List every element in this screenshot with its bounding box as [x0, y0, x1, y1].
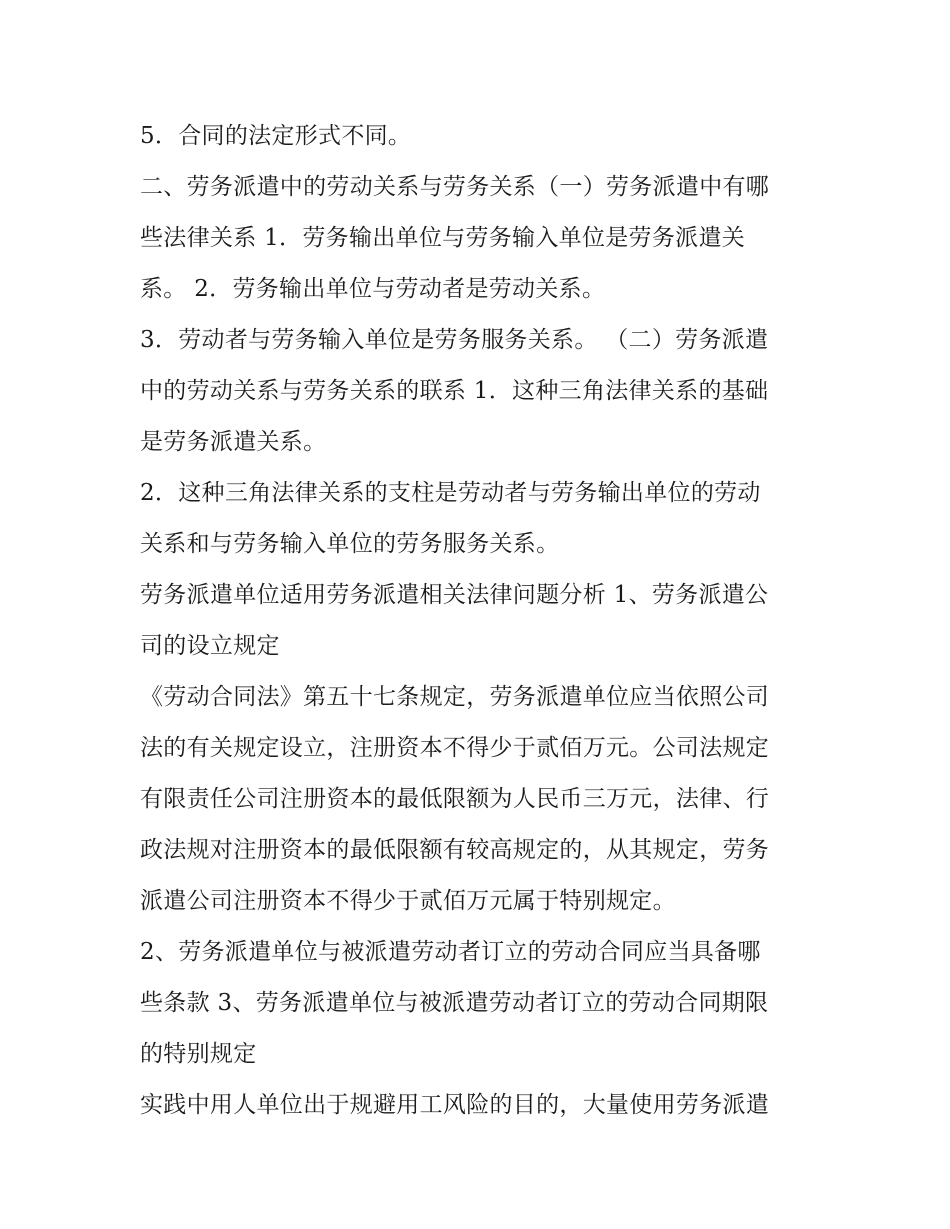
text-line: 《劳动合同法》第五十七条规定，劳务派遣单位应当依照公司: [140, 684, 770, 710]
paragraph-8: [140, 1080, 830, 1131]
text-line: 二、劳务派遣中的劳动关系与劳务关系（一）劳务派遣中有哪: [140, 174, 770, 200]
paragraph-1: [140, 111, 830, 162]
text-line: 有限责任公司注册资本的最低限额为人民币三万元，法律、行: [140, 786, 770, 812]
text-line: 2．这种三角法律关系的支柱是劳动者与劳务输出单位的劳动: [140, 480, 761, 506]
text-line: 法的有关规定设立，注册资本不得少于贰佰万元。公司法规定: [140, 735, 770, 761]
text-line: 关系和与劳务输入单位的劳务服务关系。: [140, 531, 560, 557]
text-line: 是劳务派遣关系。: [140, 429, 327, 455]
paragraph-5: [140, 570, 830, 672]
text-line: 政法规对注册资本的最低限额有较高规定的，从其规定，劳务: [140, 837, 770, 863]
text-line: 2、劳务派遣单位与被派遣劳动者订立的劳动合同应当具备哪: [140, 939, 761, 965]
paragraph-6: [140, 672, 830, 927]
text-line: 的特别规定: [140, 1041, 257, 1067]
text-line: 派遣公司注册资本不得少于贰佰万元属于特别规定。: [140, 888, 676, 914]
paragraph-2: [140, 162, 830, 315]
paragraph-7: [140, 927, 830, 1080]
text-line: 系。 2．劳务输出单位与劳动者是劳动关系。: [140, 276, 606, 302]
text-line: 5．合同的法定形式不同。: [140, 123, 412, 149]
paragraph-4: [140, 468, 830, 570]
text-line: 劳务派遣单位适用劳务派遣相关法律问题分析 1、劳务派遣公: [140, 582, 769, 608]
text-line: 实践中用人单位出于规避用工风险的目的，大量使用劳务派遣: [140, 1092, 770, 1118]
text-line: 司的设立规定: [140, 633, 280, 659]
text-line: 些条款 3、劳务派遣单位与被派遣劳动者订立的劳动合同期限: [140, 990, 769, 1016]
text-line: 中的劳动关系与劳务关系的联系 1．这种三角法律关系的基础: [140, 378, 769, 404]
paragraph-3: [140, 315, 830, 468]
text-line: 些法律关系 1．劳务输出单位与劳务输入单位是劳务派遣关: [140, 225, 746, 251]
text-line: 3．劳动者与劳务输入单位是劳务服务关系。 （二）劳务派遣: [140, 327, 769, 353]
document-body: [140, 111, 830, 1131]
